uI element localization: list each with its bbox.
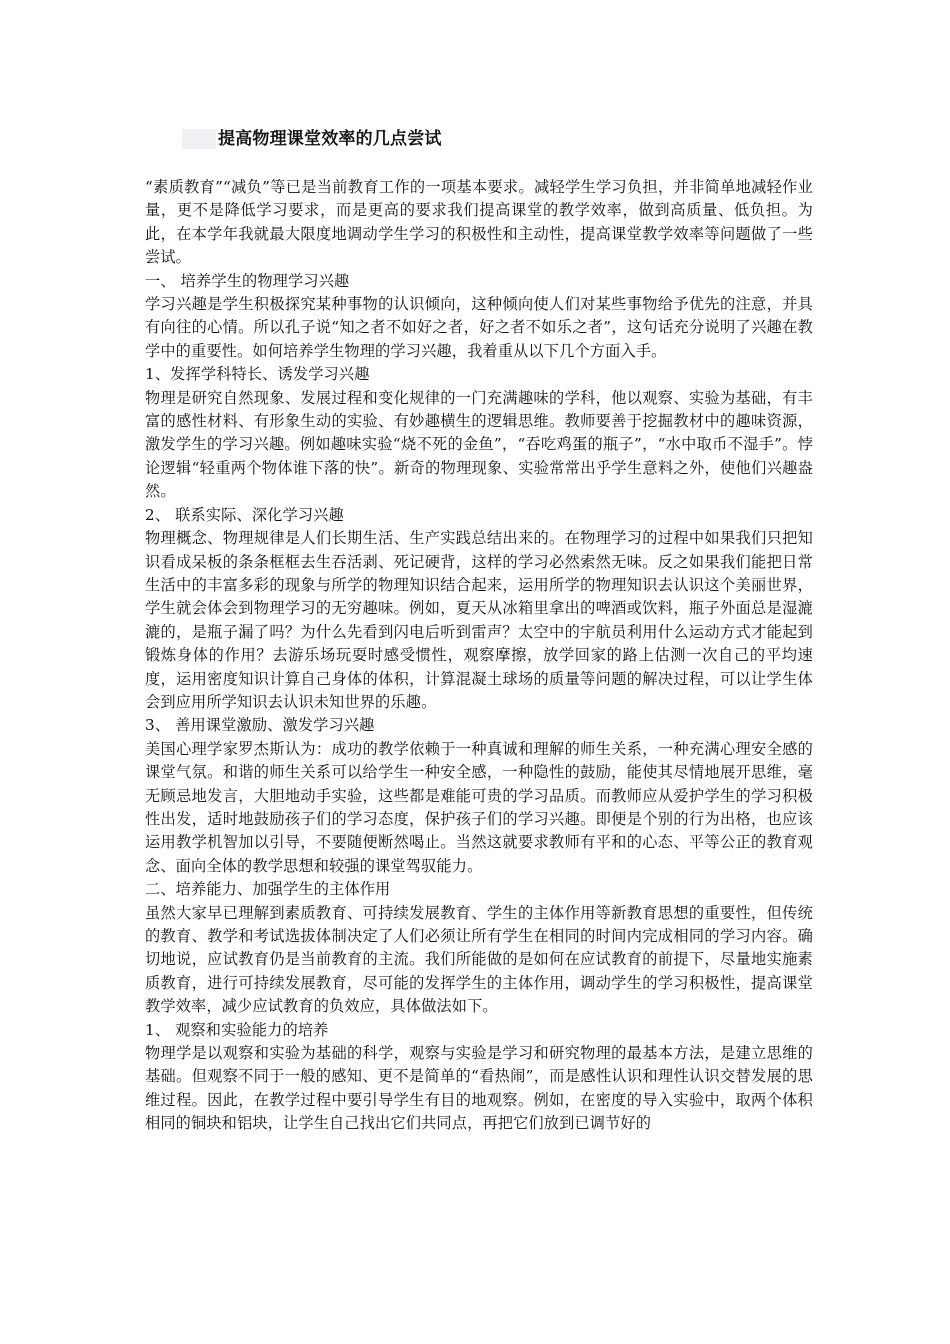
paragraph-encouragement: 美国心理学家罗杰斯认为：成功的教学依赖于一种真诚和理解的师生关系，一种充满心理安全感的课堂气氛。和谐的师生关系可以给学生一种安全感，一种隐性的鼓励，能使其尽情地展开思维，毫无顾忌地发言，大胆地动手实验，这些都是难能可贵的学习品质。而教师应从爱护学生的学习积极性出发，适时地鼓励孩子们的学习态度，保护孩子们的学习兴趣。即便是个别的行为出格，也应该运用教学机智加以引导，不要随便断然喝止。当然这就要求教师有平和的心态、平等公正的教育观念、面向全体的教学思想和较强的课堂驾驭能力。 bbox=[145, 739, 813, 875]
document-body bbox=[145, 176, 813, 1136]
paragraph-observation: 物理学是以观察和实验为基础的科学，观察与实验是学习和研究物理的最基本方法，是建立思维的基础。但观察不同于一般的感知、更不是简单的“看热闹”，而是感性认识和理性认识交替发展的思维过程。因此，在教学过程中要引导学生有目的地观察。例如，在密度的导入实验中，取两个体积相同的铜块和铝块，让学生自己找出它们共同点，再把它们放到已调节好的 bbox=[145, 1044, 813, 1133]
paragraph-real-life: 物理概念、物理规律是人们长期生活、生产实践总结出来的。在物理学习的过程中如果我们只把知识看成呆板的条条框框去生吞活剥、死记硬背，这样的学习必然索然无味。反之如果我们能把日常生活中的丰富多彩的现象与所学的物理知识结合起来，运用所学的物理知识去认识这个美丽世界，学生就会体会到物理学习的无穷趣味。例如，夏天从冰箱里拿出的啤酒或饮料，瓶子外面总是湿漉漉的，是瓶子漏了吗？为什么先看到闪电后听到雷声？太空中的宇航员利用什么运动方式才能起到锻炼身体的作用？去游乐场玩耍时感受惯性，观察摩擦，放学回家的路上估测一次自己的平均速度，运用密度知识计算自己身体的体积，计算混凝土球场的质量等问题的解决过程，可以让学生体会到应用所学知识去认识未知世界的乐趣。 bbox=[145, 529, 813, 711]
section-heading-1: 一、 培养学生的物理学习兴趣 bbox=[145, 271, 350, 290]
title-highlight-mark bbox=[182, 129, 216, 149]
paragraph-interest: 学习兴趣是学生积极探究某种事物的认识倾向，这种倾向使人们对某些事物给予优先的注意，并具有向往的心情。所以孔子说“知之者不如好之者，好之者不如乐之者”，这句话充分说明了兴趣在教学中的重要性。如何培养学生物理的学习兴趣，我着重从以下几个方面入手。 bbox=[145, 295, 813, 360]
subheading-1-1: 1、发挥学科特长、诱发学习兴趣 bbox=[145, 365, 370, 384]
title-row bbox=[182, 127, 442, 151]
document-title: 提高物理课堂效率的几点尝试 bbox=[218, 129, 442, 149]
subheading-2-1: 1、 观察和实验能力的培养 bbox=[145, 1020, 329, 1039]
section-heading-2: 二、培养能力、加强学生的主体作用 bbox=[145, 880, 391, 899]
subheading-1-2: 2、 联系实际、深化学习兴趣 bbox=[145, 505, 344, 524]
intro-paragraph: “素质教育”“减负”等已是当前教育工作的一项基本要求。减轻学生学习负担，并非简单地减轻作业量，更不是降低学习要求，而是更高的要求我们提高课堂的教学效率，做到高质量、低负担。为此，在本学年我就最大限度地调动学生学习的积极性和主动性，提高课堂教学效率等问题做了一些尝试。 bbox=[145, 178, 813, 267]
paragraph-subject-features: 物理是研究自然现象、发展过程和变化规律的一门充满趣味的学科，他以观察、实验为基础，有丰富的感性材料、有形象生动的实验、有妙趣横生的逻辑思维。教师要善于挖掘教材中的趣味资源，激发学生的学习兴趣。例如趣味实验“烧不死的金鱼”，“吞吃鸡蛋的瓶子”，“水中取币不湿手”。悖论逻辑“轻重两个物体谁下落的快”。新奇的物理现象、实验常常出乎学生意料之外，使他们兴趣盎然。 bbox=[145, 388, 813, 501]
subheading-1-3: 3、 善用课堂激励、激发学习兴趣 bbox=[145, 716, 375, 735]
paragraph-student-role: 虽然大家早已理解到素质教育、可持续发展教育、学生的主体作用等新教育思想的重要性，但传统的教育、教学和考试选拔体制决定了人们必须让所有学生在相同的时间内完成相同的学习内容。确切地说，应试教育仍是当前教育的主流。我们所能做的是如何在应试教育的前提下，尽量地实施素质教育，进行可持续发展教育，尽可能的发挥学生的主体作用，调动学生的学习积极性，提高课堂教学效率，减少应试教育的负效应，具体做法如下。 bbox=[145, 903, 813, 1016]
